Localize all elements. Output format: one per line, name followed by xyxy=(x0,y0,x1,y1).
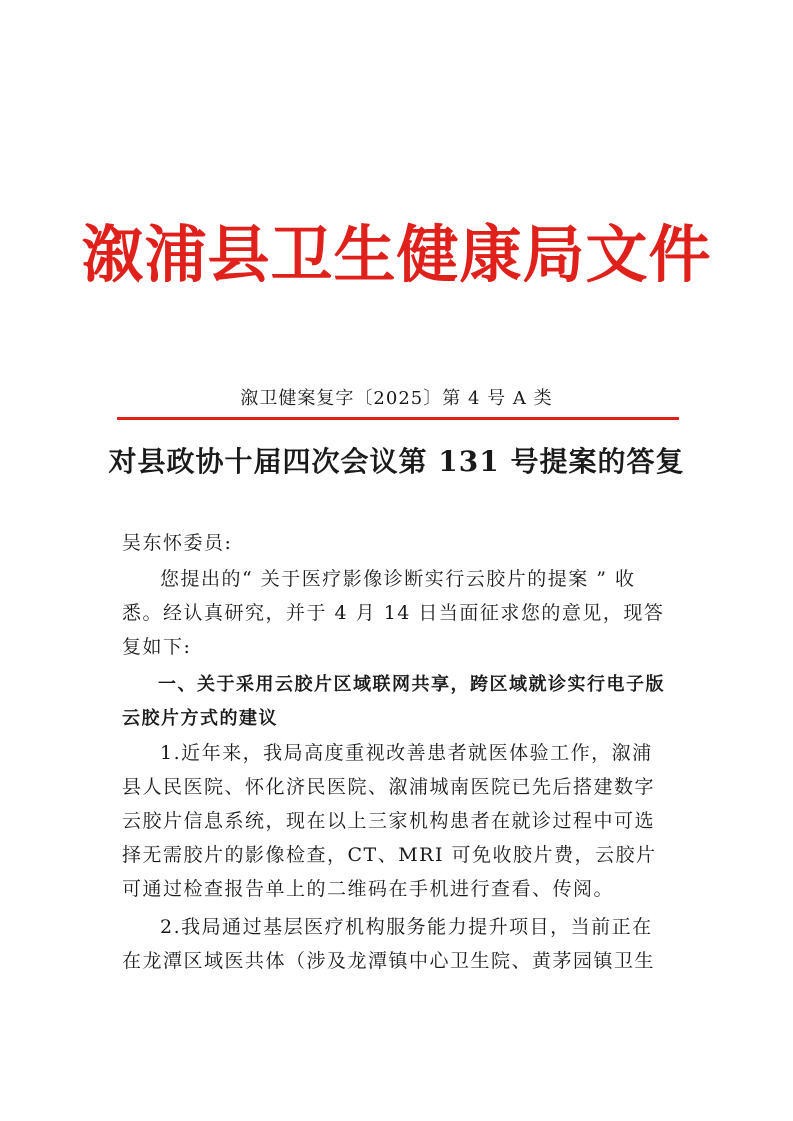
document-body xyxy=(122,526,670,978)
salutation: 吴东怀委员: xyxy=(122,532,233,554)
intro-paragraph: 您提出的“ 关于医疗影像诊断实行云胶片的提案 ” 收悉。经认真研究，并于 4 月 14 日当面征求您的意见，现答复如下: xyxy=(122,568,665,658)
section-heading-1: 一、关于采用云胶片区域联网共享，跨区域就诊实行电子版云胶片方式的建议 xyxy=(122,674,665,729)
issuer-header-title: 溆浦县卫生健康局文件 xyxy=(81,218,712,291)
paragraph-1: 1.近年来，我局高度重视改善患者就医体验工作，溆浦县人民医院、怀化济民医院、溆浦城南医院已先后搭建数字云胶片信息系统，现在以上三家机构患者在就诊过程中可选择无需胶片的影像检查，CT、MRI 可免收胶片费，云胶片可通过检查报告单上的二维码在手机进行查看、传阅。 xyxy=(122,742,657,900)
red-divider-line xyxy=(117,417,679,420)
paragraph-2: 2.我局通过基层医疗机构服务能力提升项目，当前正在在龙潭区域医共体（涉及龙潭镇中心卫生院、黄茅园镇卫生 xyxy=(122,916,656,972)
document-number: 溆卫健案复字〔2025〕第 4 号 A 类 xyxy=(240,388,553,409)
document-title: 对县政协十届四次会议第 131 号提案的答复 xyxy=(108,445,685,478)
